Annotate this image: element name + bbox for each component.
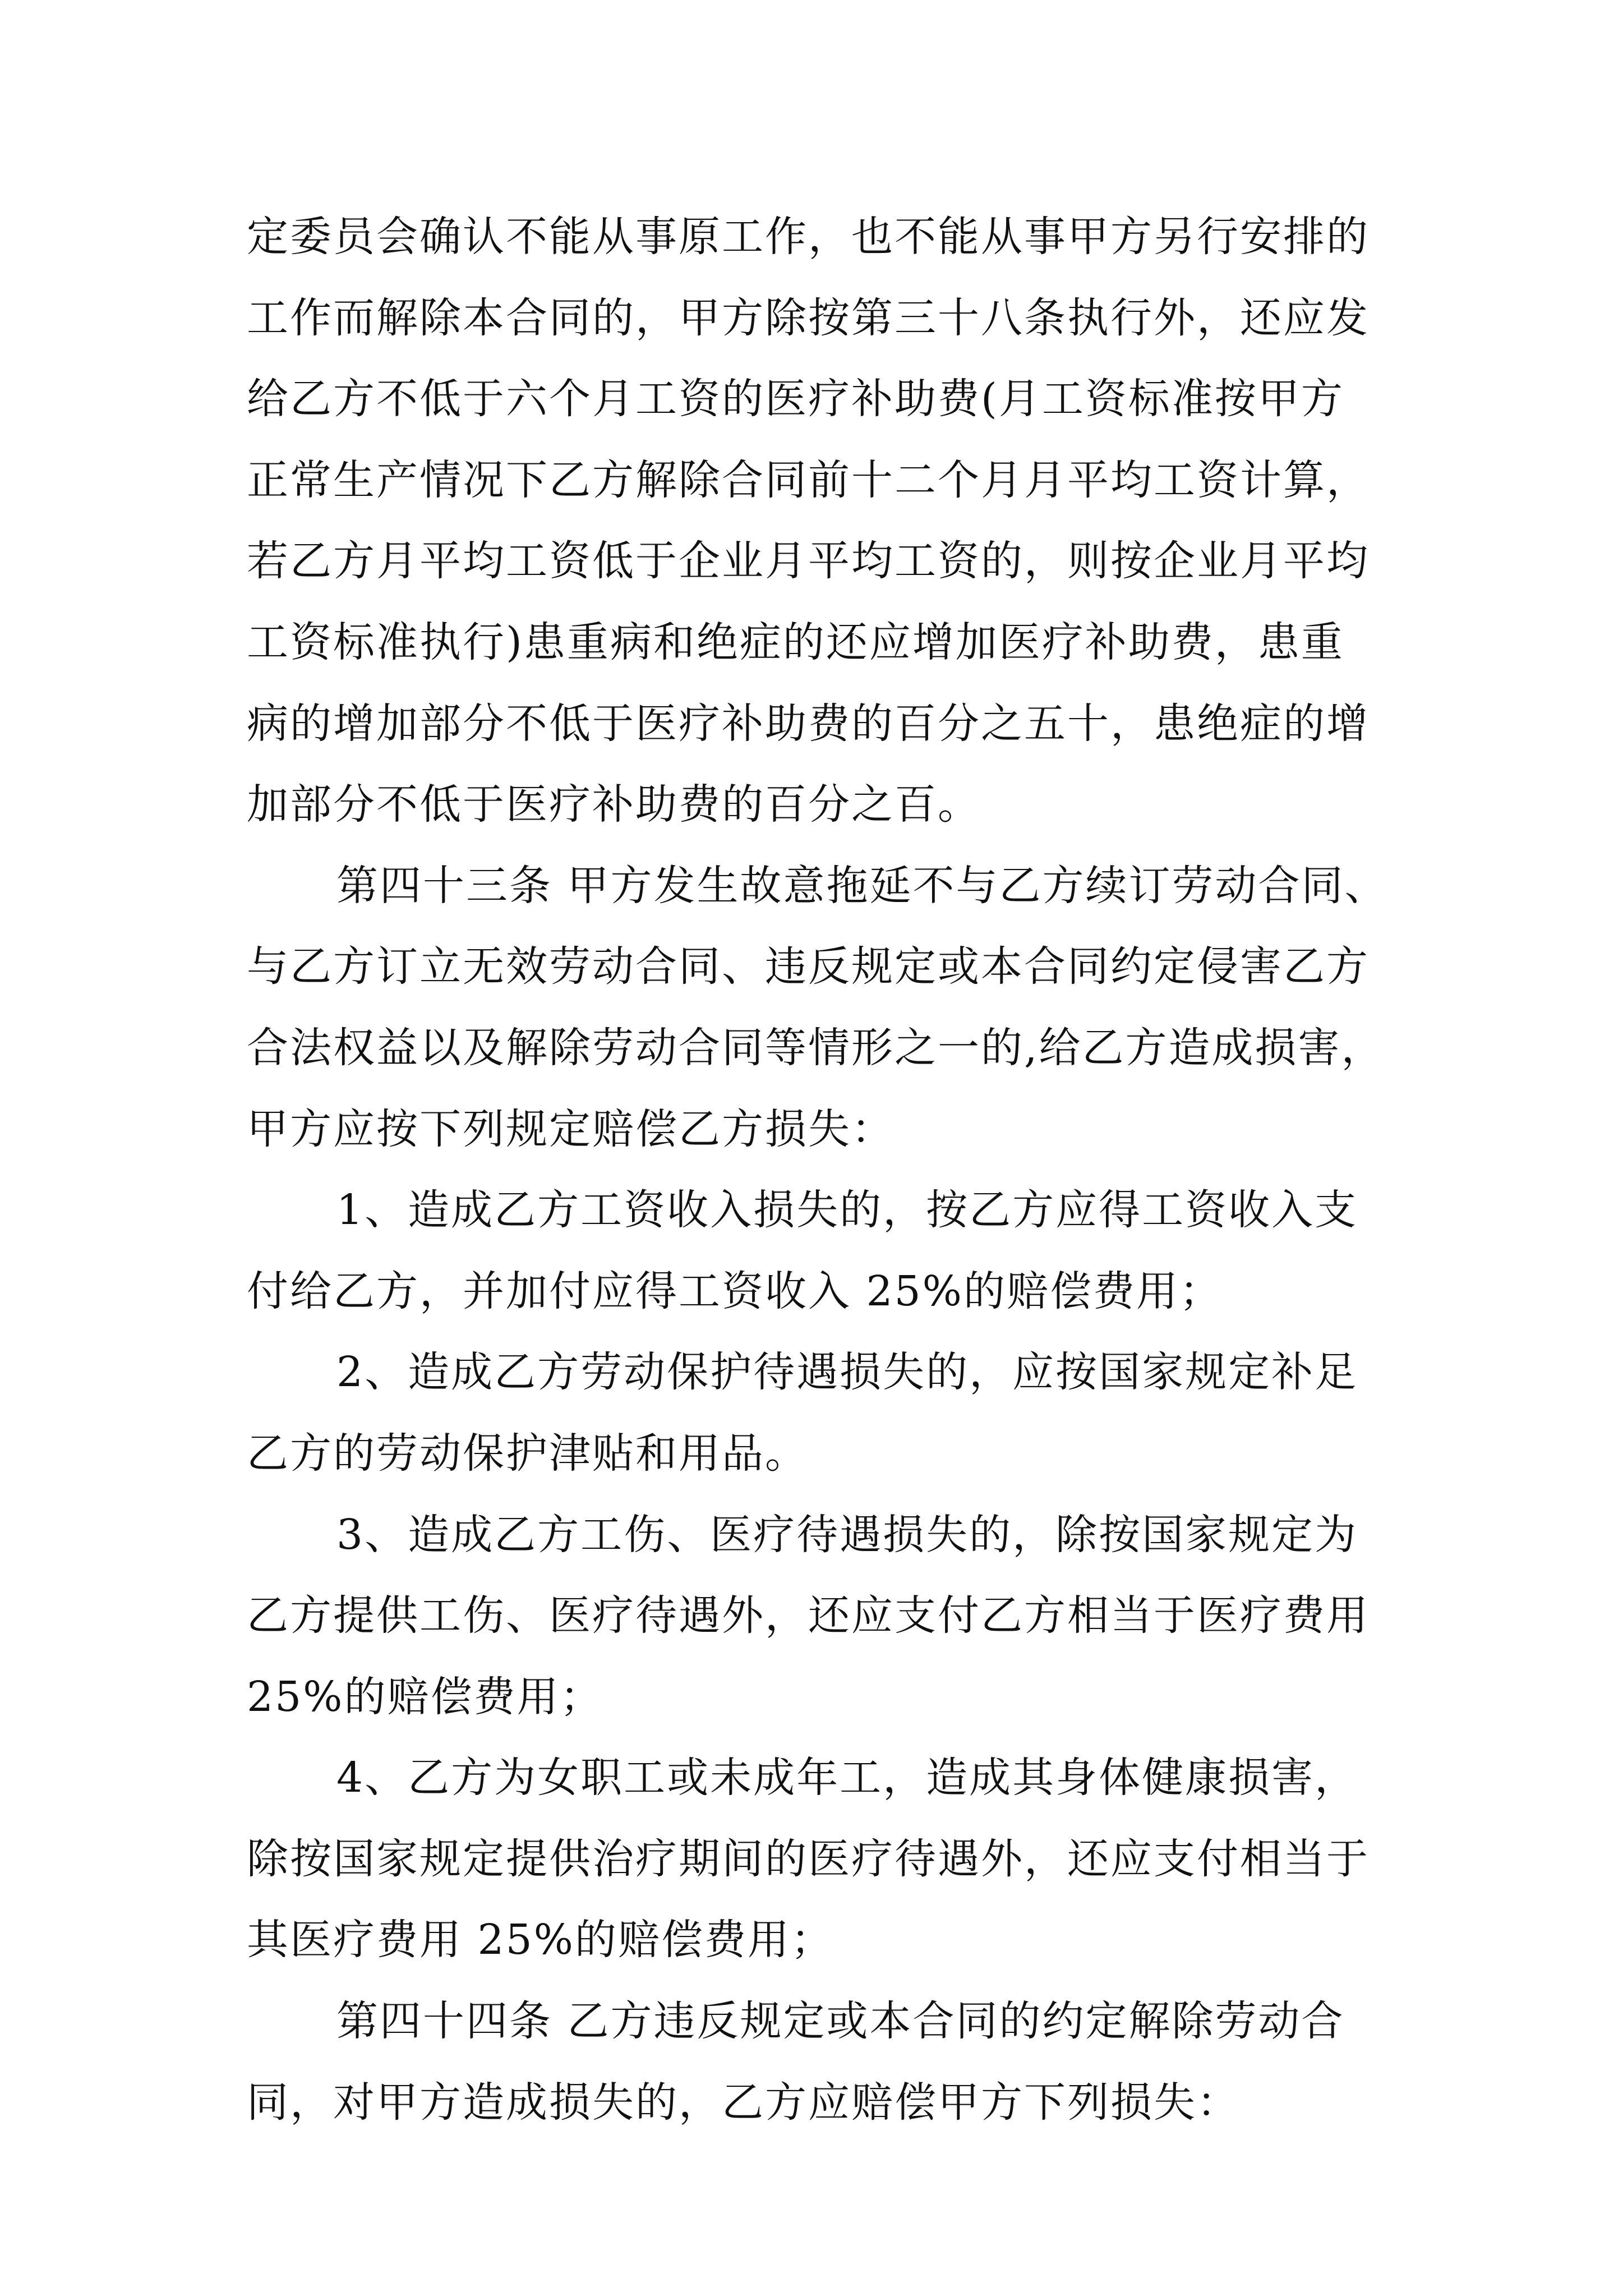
- list-item-1-line: 1、造成乙方工资收入损失的，按乙方应得工资收入支: [336, 1186, 1358, 1235]
- text-line-11: 合法权益以及解除劳动合同等情形之一的,给乙方造成损害，: [247, 1023, 1385, 1072]
- text-line-14: 付给乙方，并加付应得工资收入 25%的赔偿费用；: [247, 1267, 1223, 1315]
- text-line-07: 病的增加部分不低于医疗补助费的百分之五十，患绝症的增: [247, 699, 1370, 748]
- text-line-01: 定委员会确认不能从事原工作，也不能从事甲方另行安排的: [247, 213, 1370, 261]
- list-item-4-line: 4、乙方为女职工或未成年工，造成其身体健康损害，: [336, 1754, 1358, 1802]
- text-line-18: 乙方提供工伤、医疗待遇外，还应支付乙方相当于医疗费用: [247, 1591, 1370, 1640]
- article-44-heading-line: 第四十四条 乙方违反规定或本合同的约定解除劳动合: [336, 1997, 1345, 2046]
- text-line-10: 与乙方订立无效劳动合同、违反规定或本合同约定侵害乙方: [247, 942, 1370, 991]
- text-line-16: 乙方的劳动保护津贴和用品。: [247, 1429, 808, 1478]
- text-line-06: 工资标准执行)患重病和绝症的还应增加医疗补助费，患重: [247, 618, 1344, 666]
- text-line-21: 除按国家规定提供治疗期间的医疗待遇外，还应支付相当于: [247, 1834, 1370, 1883]
- text-line-03: 给乙方不低于六个月工资的医疗补助费(月工资标准按甲方: [247, 375, 1344, 424]
- article-43-heading-line: 第四十三条 甲方发生故意拖延不与乙方续订劳动合同、: [336, 861, 1388, 910]
- text-line-05: 若乙方月平均工资低于企业月平均工资的，则按企业月平均: [247, 537, 1370, 586]
- text-line-08: 加部分不低于医疗补助费的百分之百。: [247, 780, 981, 829]
- text-line-19: 25%的赔偿费用；: [247, 1672, 603, 1721]
- text-line-02: 工作而解除本合同的，甲方除按第三十八条执行外，还应发: [247, 293, 1370, 342]
- text-line-12: 甲方应按下列规定赔偿乙方损失：: [247, 1105, 895, 1153]
- text-line-24: 同，对甲方造成损失的，乙方应赔偿甲方下列损失：: [247, 2078, 1240, 2127]
- text-line-22: 其医疗费用 25%的赔偿费用；: [247, 1916, 834, 1964]
- text-line-04: 正常生产情况下乙方解除合同前十二个月月平均工资计算，: [247, 455, 1370, 504]
- contract-body-text: [247, 209, 1388, 2155]
- list-item-2-line: 2、造成乙方劳动保护待遇损失的，应按国家规定补足: [336, 1348, 1358, 1397]
- list-item-3-line: 3、造成乙方工伤、医疗待遇损失的，除按国家规定为: [336, 1510, 1358, 1559]
